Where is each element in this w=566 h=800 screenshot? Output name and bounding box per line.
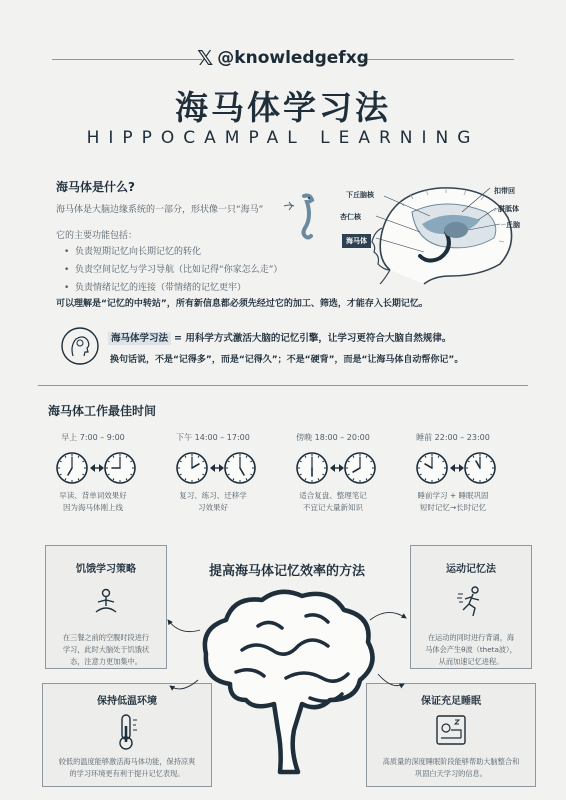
label-cingulate: 扣带回 [494,187,515,195]
page-title: 海马体学习法 [175,88,391,127]
author-handle [0,46,566,70]
double-arrow-icon [210,464,224,472]
double-arrow-icon [90,464,104,472]
card-exercise-memory [410,545,532,669]
time-slot-label: 早上 7:00 – 9:00 [61,433,125,442]
time-slot-label: 傍晚 18:00 – 20:00 [296,433,370,442]
method-name: 海马体学习法 [108,332,171,345]
card-title: 饥饿学习策略 [76,564,136,575]
handle-text: @knowledgefxg [217,48,369,68]
label-thalamus: 丘脑 [506,221,520,229]
clock-row [38,448,528,488]
card-title: 保证充足睡眠 [421,696,481,707]
clock-icon [297,453,327,483]
seahorse-icon [280,190,324,246]
function-item: • 负责情绪记忆的连接（带情绪的记忆更牢） [64,283,247,293]
time-slot [158,432,268,443]
x-logo-icon: 𝕏 [197,46,214,70]
thermometer-icon [111,712,141,752]
times-heading: 海马体工作最佳时间 [48,404,157,418]
clock-icon [225,453,255,483]
card-hunger-strategy [45,545,167,669]
label-fornix: 胼胝体 [498,205,519,213]
card-text: 高质量的深度睡眠阶段能够帮助大脑整合和 巩固白天学习的信息。 [382,757,520,778]
method-equation: = 用科学方式激活大脑的记忆引擎，让学习更符合大脑自然规律。 [174,333,452,344]
running-person-icon [455,584,489,618]
clock-icon [105,453,135,483]
label-hippocampus: 海马体 [342,234,371,248]
page-subtitle: HIPPOCAMPAL LEARNING [86,128,480,148]
function-item: • 负责短期记忆向长期记忆的转化 [64,247,202,257]
time-slot [38,432,148,443]
intro-summary: 可以理解是“记忆的中转站”，所有新信息都必须先经过它的加工、筛选，才能存入长期记忆。 [56,299,428,309]
method-arrows [160,590,410,700]
sleeping-person-icon [433,712,469,748]
double-arrow-icon [450,464,464,472]
time-slot-desc: 早读、背单词效果好 因为海马体刚上线 [59,491,127,512]
card-title: 保持低温环境 [97,696,157,707]
time-slot-desc: 适合复盘、整理笔记 不宜记大量新知识 [299,491,367,512]
time-slot-label: 睡前 22:00 – 23:00 [416,433,490,442]
time-slot-desc: 睡前学习 + 睡眠巩固 短时记忆→长时记忆 [417,491,489,512]
clock-icon [417,453,447,483]
time-slots [38,432,528,522]
card-text: 在三餐之前的空腹时段进行 学习，此时大脑处于饥饿状 态，注意力更加集中。 [62,633,150,666]
functions-label: 它的主要功能包括： [56,231,138,241]
intro-line: 海马体是大脑边缘系统的一部分，形状像一只“海马” [56,205,264,215]
clock-icon [465,453,495,483]
card-title: 运动记忆法 [446,564,496,575]
time-slot-label: 下午 14:00 – 17:00 [176,433,250,442]
function-item: • 负责空间记忆与学习导航（比如记得“你家怎么走”） [64,265,283,275]
method-line2: 换句话说，不是“记得多”，而是“记得久”；不是“硬背”，而是“让海马体自动帮你记”。 [110,355,464,365]
clock-icon [345,453,375,483]
time-slot-desc: 复习、练习、迁移学 习效果好 [179,491,247,512]
head-gears-icon [60,326,100,366]
clock-icon [57,453,87,483]
methods-center-title: 提高海马体记忆效率的方法 [208,564,365,579]
double-arrow-icon [330,464,344,472]
card-text: 在运动的同时进行背诵，海 马体会产生θ波（theta波）， 从而加速记忆进程。 [425,633,517,666]
clock-icon [177,453,207,483]
section-divider [38,385,528,386]
method-definition [108,330,451,344]
label-hypothalamus: 下丘脑核 [346,191,374,199]
time-slot [278,432,388,443]
card-text: 较低的温度能够激活海马体功能，保持凉爽 的学习环境更有利于提升记忆表现。 [58,757,196,778]
time-slot [398,432,508,443]
label-amygdala: 杏仁核 [340,213,361,221]
intro-heading: 海马体是什么? [56,180,135,194]
meditating-person-icon [90,586,122,618]
